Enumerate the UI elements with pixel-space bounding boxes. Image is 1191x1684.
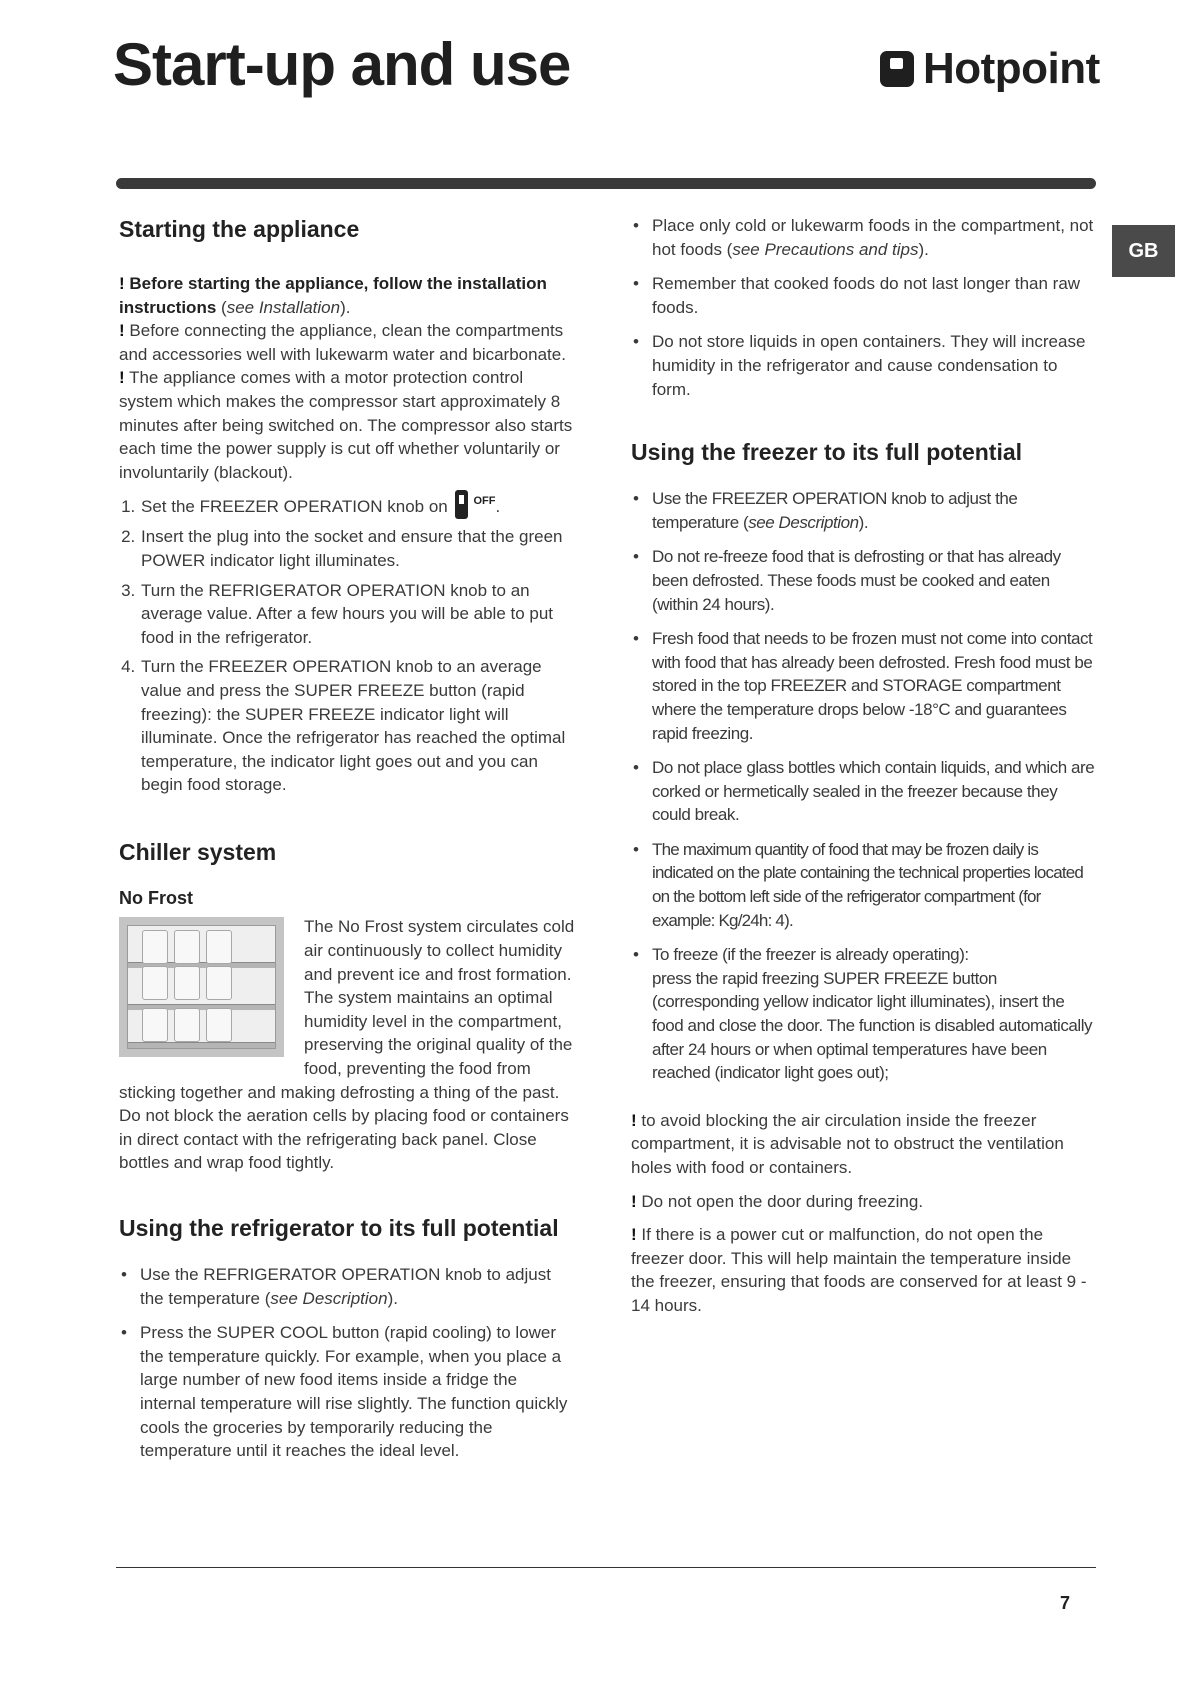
clean-warning-text: Before connecting the appliance, clean the compartments and accessories well with lukewarm water and bicarbonate. — [119, 321, 566, 364]
ventilation-warning — [631, 1109, 1097, 1180]
container-icon — [206, 966, 232, 1000]
no-frost-section — [119, 915, 577, 1175]
no-frost-subheading: No Frost — [119, 887, 193, 908]
list-item: • Do not store liquids in open containers. They will increase humidity in the refrigerator and cause condensation to form. — [631, 330, 1097, 401]
door-warning-text: Do not open the door during freezing. — [641, 1191, 924, 1211]
freeze-instruction-text: press the rapid freezing SUPER FREEZE button (corresponding yellow indicator light illuminates), insert the food and close the door. The function is disabled automatically after 24 hours or when optimal temperatures have been reached (indicator light goes out); — [652, 968, 1093, 1083]
startup-steps — [119, 490, 577, 797]
container-icon — [142, 930, 168, 964]
door-warning — [631, 1190, 1097, 1214]
fridge-tip-text: Use the REFRIGERATOR OPERATION knob to adjust the temperature — [140, 1265, 551, 1308]
step-item: 1. Set the FREEZER OPERATION knob on $^{OFF}$. — [140, 490, 577, 519]
list-item: • Do not re-freeze food that is defrosting or that has already been defrosted. These foods must be cooked and eaten (within 24 hours). — [631, 545, 1097, 616]
install-warning-text: Before starting the appliance, follow the installation instructions — [119, 274, 547, 317]
brand-logo — [880, 44, 1100, 94]
ventilation-warning-text: to avoid blocking the air circulation inside the freezer compartment, it is advisable not to obstruct the ventilation holes with food or containers. — [631, 1110, 1064, 1177]
list-item: • Remember that cooked foods do not last longer than raw foods. — [631, 272, 1097, 319]
right-column — [631, 214, 1097, 1318]
precautions-ref: see Precautions and tips — [732, 239, 919, 259]
motor-warning — [119, 366, 577, 484]
motor-warning-text: The appliance comes with a motor protection control system which makes the compressor start approximately 8 minutes after being switched on. The compressor also starts each time the power supply is cut off whether voluntarily or involuntarily (blackout). — [119, 368, 573, 482]
container-icon — [206, 930, 232, 964]
footer-divider — [116, 1567, 1096, 1568]
step-text: Set the FREEZER OPERATION knob on — [141, 497, 448, 517]
chiller-heading: Chiller system — [119, 838, 277, 865]
storage-tip-text: Place only cold or lukewarm foods in the compartment, not hot foods — [652, 216, 1094, 259]
page-title: Start-up and use — [113, 31, 571, 98]
freezer-heading: Using the freezer to its full potential — [631, 439, 1023, 466]
header-divider — [116, 178, 1096, 189]
list-item: • Do not place glass bottles which contain liquids, and which are corked or hermetically sealed in the freezer because they could break. — [631, 756, 1097, 827]
warning-mark: ! — [119, 274, 125, 293]
clean-warning — [119, 319, 577, 366]
container-icon — [174, 966, 200, 1000]
hotpoint-logo-icon — [880, 51, 914, 87]
warning-mark: ! — [631, 1191, 637, 1211]
brand-name: Hotpoint — [923, 44, 1100, 93]
list-item — [631, 943, 1097, 1085]
warning-mark: ! — [119, 321, 125, 341]
description-ref: see Description — [748, 512, 859, 532]
off-label: OFF — [473, 495, 496, 508]
list-item: • Use the FREEZER OPERATION knob to adjust the temperature (see Description). — [631, 487, 1097, 534]
install-warning: ! Before starting the appliance, follow the installation instructions (see Installation). — [119, 274, 547, 317]
warning-mark: ! — [119, 368, 125, 388]
container-icon — [142, 1008, 168, 1042]
freezer-tips — [631, 487, 1097, 1085]
step-item: 3. Turn the REFRIGERATOR OPERATION knob to an average value. After a few hours you will be able to put food in the refrigerator. — [140, 579, 577, 650]
knob-off-icon — [455, 490, 468, 519]
container-icon — [142, 966, 168, 1000]
list-item: • Use the REFRIGERATOR OPERATION knob to adjust the temperature (see Description). — [119, 1263, 577, 1310]
warning-mark: ! — [631, 1225, 637, 1245]
shelf — [128, 1042, 275, 1048]
page-number: 7 — [1060, 1593, 1071, 1613]
step-item: 4. Turn the FREEZER OPERATION knob to an average value and press the SUPER FREEZE button (rapid freezing): the SUPER FREEZE indicator light will illuminate. Once the refrigerator has reached the optimal temperature, the indicator light goes out and you can begin food storage. — [140, 655, 577, 797]
language-tab: GB — [1112, 225, 1175, 277]
starting-heading: Starting the appliance — [119, 216, 360, 242]
container-icon — [206, 1008, 232, 1042]
freeze-instruction-intro: • To freeze (if the freezer is already operating): — [652, 945, 969, 965]
container-icon — [174, 930, 200, 964]
list-item: • The maximum quantity of food that may be frozen daily is indicated on the plate containing the technical properties located on the bottom left side of the refrigerator compartment (for example: Kg/24h: 4). — [631, 838, 1097, 932]
step-item: 2. Insert the plug into the socket and ensure that the green POWER indicator light illuminates. — [140, 525, 577, 572]
freezer-interior-illustration — [119, 917, 284, 1057]
container-icon — [174, 1008, 200, 1042]
freezer-tip-text: Use the FREEZER OPERATION knob to adjust the temperature — [652, 489, 1018, 532]
storage-tips — [631, 214, 1097, 401]
warning-mark: ! — [631, 1110, 637, 1130]
power-cut-warning-text: If there is a power cut or malfunction, do not open the freezer door. This will help maintain the temperature inside the freezer, ensuring that foods are conserved for at least 9 - 14 hours. — [631, 1225, 1087, 1315]
freezer-compartment-icon — [127, 925, 276, 1049]
description-ref: see Description — [270, 1288, 388, 1308]
power-cut-warning — [631, 1223, 1097, 1317]
left-column — [119, 214, 577, 1474]
fridge-tips — [119, 1263, 577, 1463]
list-item: • Fresh food that needs to be frozen must not come into contact with food that has already been defrosted. Fresh food must be stored in the top FREEZER and STORAGE compartment where the temperature drops below -18°C and guarantees rapid freezing. — [631, 627, 1097, 745]
list-item: • Press the SUPER COOL button (rapid cooling) to lower the temperature quickly. For example, when you place a large number of new food items inside a fridge the internal temperature will rise slightly. The function quickly cools the groceries by temporarily reducing the temperature until it reaches the ideal level. — [119, 1321, 577, 1463]
no-frost-text: The No Frost system circulates cold air continuously to collect humidity and prevent ice and frost formation. The system maintains an optimal humidity level in the compartment, preserving the original quality of the food, preventing the food from sticking together and making defrosting a thing of the past. Do not block the aeration cells by placing food or containers in direct contact with the refrigerating back panel. Close bottles and wrap food tightly. — [119, 917, 575, 1173]
list-item: • Place only cold or lukewarm foods in the compartment, not hot foods (see Precautions and tips). — [631, 214, 1097, 261]
install-ref: see Installation — [226, 297, 341, 317]
fridge-heading: Using the refrigerator to its full potential — [119, 1215, 559, 1241]
